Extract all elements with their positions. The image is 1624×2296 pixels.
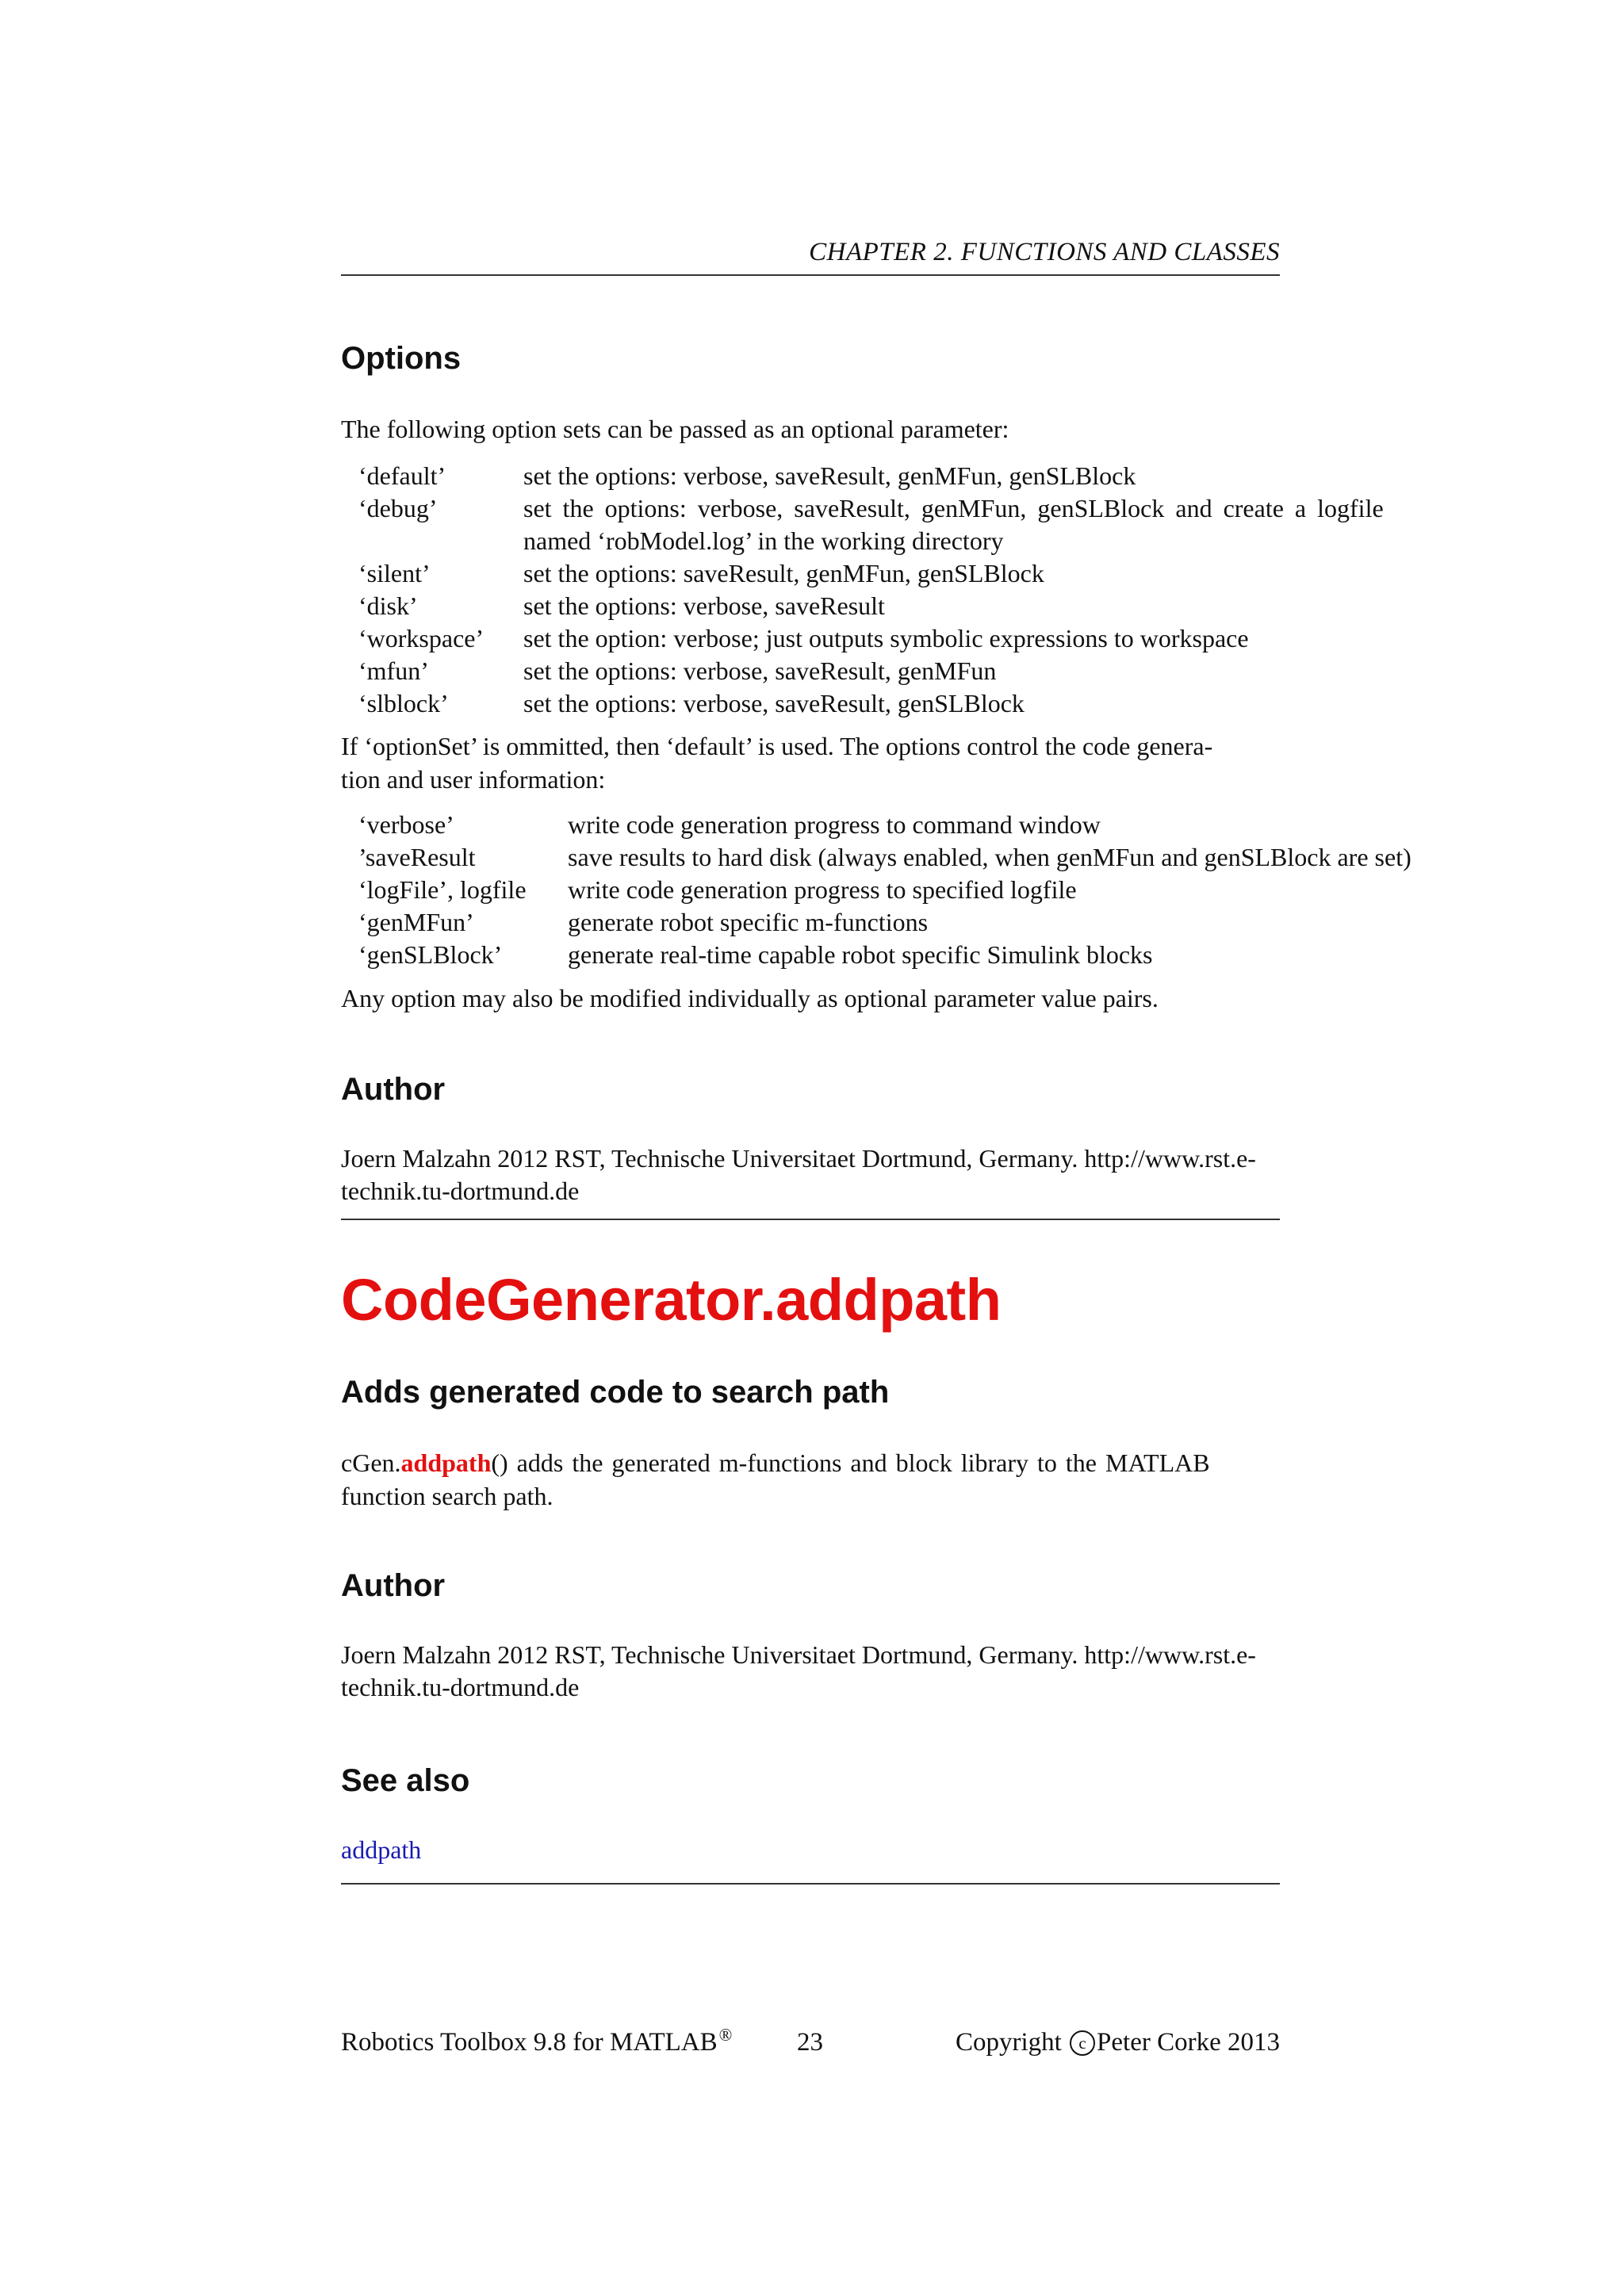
option-set-note-line1: If ‘optionSet’ is ommitted, then ‘default’ is used. The options control the code genera-	[341, 732, 1213, 760]
copyright-prefix: Copyright	[955, 2028, 1062, 2057]
option-key: ‘verbose’	[358, 810, 454, 839]
options-closing: Any option may also be modified individually as optional parameter value pairs.	[341, 984, 1159, 1012]
option-key: ’saveResult	[358, 843, 476, 871]
option-key: ‘genMFun’	[358, 908, 474, 936]
author-text-line1: Joern Malzahn 2012 RST, Technische Universitaet Dortmund, Germany. http://www.rst.e-	[341, 1144, 1256, 1173]
option-desc: save results to hard disk (always enabled, when genMFun and genSLBlock are set)	[568, 843, 1411, 871]
author-text-line2: technik.tu-dortmund.de	[341, 1673, 580, 1701]
option-key: ‘logFile’, logfile	[358, 875, 527, 904]
option-desc: set the options: saveResult, genMFun, genSLBlock	[523, 559, 1044, 587]
option-desc: write code generation progress to command window	[568, 810, 1101, 839]
page-number: 23	[797, 2028, 823, 2057]
option-desc: generate robot specific m-functions	[568, 908, 929, 936]
function-description-line2: function search path.	[341, 1482, 553, 1510]
header-rule	[341, 274, 1280, 276]
option-desc: set the options: verbose, saveResult, genSLBlock	[523, 689, 1025, 718]
copyright-symbol: c	[1070, 2030, 1095, 2056]
author-heading-2: Author	[341, 1568, 446, 1603]
addpath-link[interactable]: addpath	[341, 1835, 422, 1864]
option-key: ‘disk’	[358, 591, 418, 620]
author-heading: Author	[341, 1072, 446, 1107]
copyright-rest: Peter Corke 2013	[1097, 2028, 1280, 2057]
option-key: ‘workspace’	[358, 624, 485, 652]
section-rule	[341, 1883, 1280, 1885]
option-set-note-line2: tion and user information:	[341, 765, 606, 794]
option-key: ‘default’	[358, 461, 446, 490]
option-desc: set the options: verbose, saveResult, genMFun, genSLBlock	[523, 461, 1136, 490]
function-title: CodeGenerator.addpath	[341, 1267, 1002, 1333]
author-text-line1: Joern Malzahn 2012 RST, Technische Universitaet Dortmund, Germany. http://www.rst.e-	[341, 1640, 1256, 1669]
options-heading: Options	[341, 341, 462, 376]
author-text-line2: technik.tu-dortmund.de	[341, 1177, 580, 1205]
option-desc: set the options: verbose, saveResult, genMFun, genSLBlock and create a logfile	[523, 494, 1384, 522]
desc-line1-rest: () adds the generated m-functions and block library to the MATLAB	[491, 1448, 1210, 1477]
option-key: ‘slblock’	[358, 689, 449, 718]
option-desc: set the options: verbose, saveResult, genMFun	[523, 656, 997, 685]
option-desc: set the options: verbose, saveResult	[523, 591, 885, 620]
addpath-highlight: addpath	[400, 1448, 492, 1477]
function-subtitle: Adds generated code to search path	[341, 1375, 890, 1410]
option-desc: set the option: verbose; just outputs symbolic expressions to workspace	[523, 624, 1249, 652]
footer-copyright	[956, 2026, 1280, 2058]
footer-title-text: Robotics Toolbox 9.8 for MATLAB	[341, 2028, 718, 2057]
option-key: ‘silent’	[358, 559, 431, 587]
options-intro: The following option sets can be passed as an optional parameter:	[341, 415, 1009, 443]
footer-title	[341, 2026, 732, 2061]
desc-prefix: cGen.	[341, 1448, 401, 1477]
option-desc: generate real-time capable robot specific Simulink blocks	[568, 940, 1153, 969]
option-desc: write code generation progress to specified logfile	[568, 875, 1077, 904]
option-key: ‘genSLBlock’	[358, 940, 503, 969]
section-rule	[341, 1219, 1280, 1220]
option-desc-continued: named ‘robModel.log’ in the working directory	[523, 526, 1004, 555]
option-key: ‘debug’	[358, 494, 438, 522]
function-description	[341, 1446, 1280, 1479]
registered-mark: ®	[718, 2025, 733, 2045]
running-head: CHAPTER 2. FUNCTIONS AND CLASSES	[809, 238, 1280, 266]
see-also-heading: See also	[341, 1763, 470, 1798]
option-key: ‘mfun’	[358, 656, 429, 685]
see-also-link[interactable]	[341, 1833, 421, 1866]
